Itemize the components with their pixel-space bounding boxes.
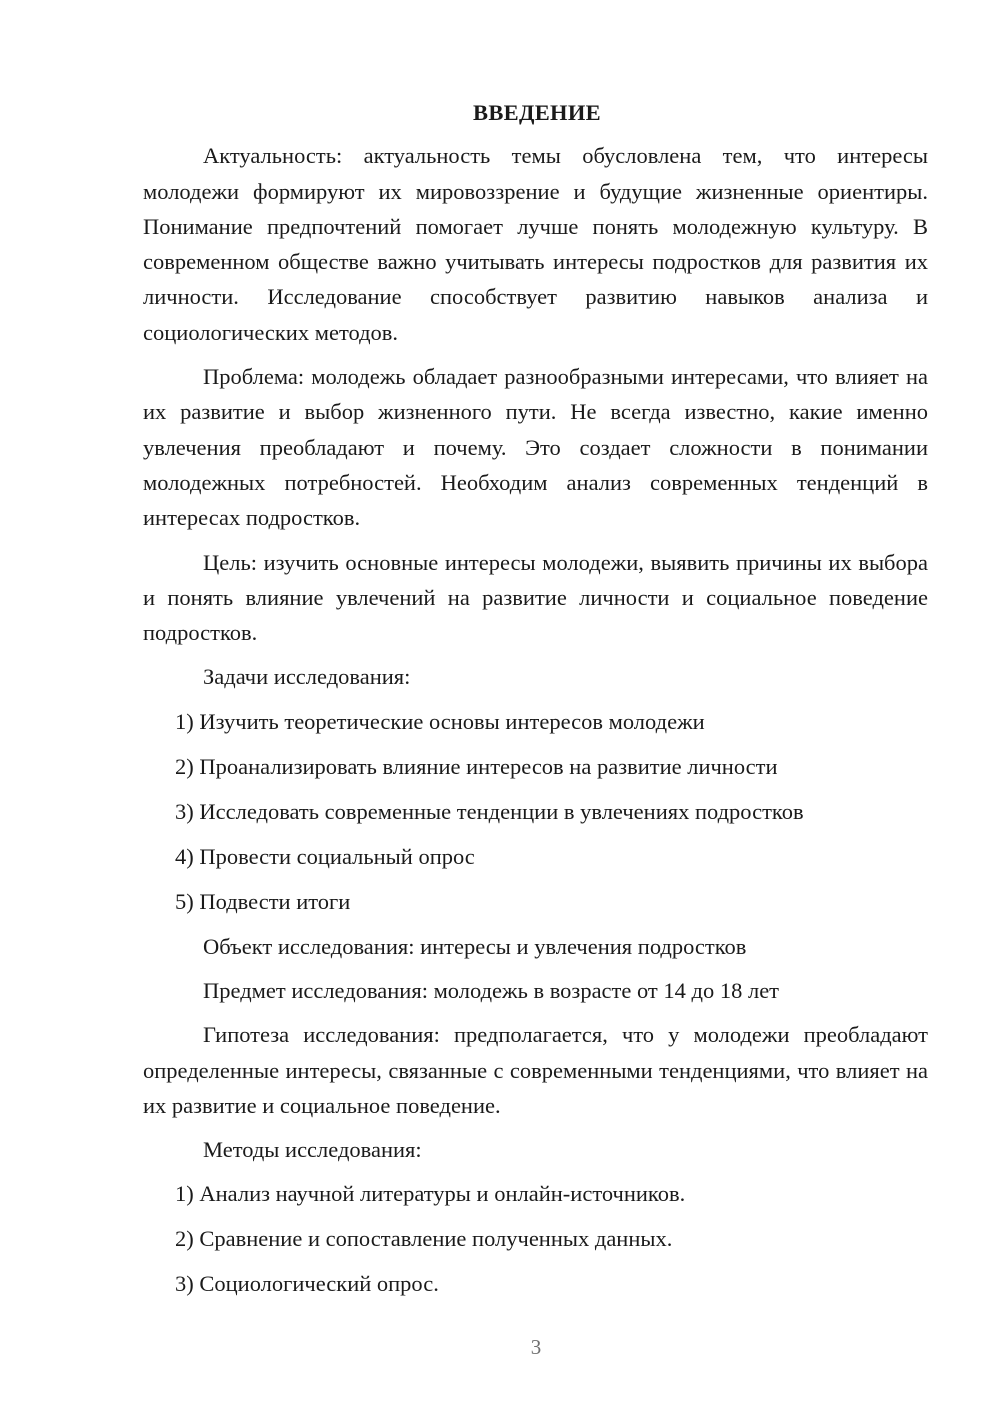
research-subject: Предмет исследования: молодежь в возрасте от 14 до 18 лет bbox=[203, 977, 780, 1003]
problem-paragraph: Проблема: молодежь обладает разнообразными интересами, что влияет на их развитие и выбор жизненного пути. Не всегда известно, какие именно увлечения преобладают и почему. Это создает сложности в понимании молодежных потребностей. Необходим анализ современных тенденций в интересах подростков. bbox=[143, 364, 928, 531]
method-item: 3) Социологический опрос. bbox=[175, 1271, 439, 1297]
methods-list bbox=[143, 1176, 928, 1301]
tasks-list bbox=[143, 704, 928, 919]
tasks-heading: Задачи исследования: bbox=[203, 664, 411, 690]
relevance-paragraph: Актуальность: актуальность темы обусловлена тем, что интересы молодежи формируют их мировоззрение и будущие жизненные ориентиры. Понимание предпочтений помогает лучше понять молодежную культуру. В современном обществе важно учитывать интересы подростков для развития их личности. Исследование способствует развитию навыков анализа и социологических методов. bbox=[143, 143, 928, 345]
method-item: 2) Сравнение и сопоставление полученных данных. bbox=[175, 1226, 673, 1252]
task-item: 2) Проанализировать влияние интересов на развитие личности bbox=[175, 753, 778, 779]
task-item: 5) Подвести итоги bbox=[175, 888, 351, 914]
hypothesis-paragraph: Гипотеза исследования: предполагается, что у молодежи преобладают определенные интересы, связанные с современными тенденциями, что влияет на их развитие и социальное поведение. bbox=[143, 1022, 928, 1118]
task-item: 1) Изучить теоретические основы интересов молодежи bbox=[175, 708, 705, 734]
task-item: 4) Провести социальный опрос bbox=[175, 843, 475, 869]
task-item: 3) Исследовать современные тенденции в увлечениях подростков bbox=[175, 798, 804, 824]
method-item: 1) Анализ научной литературы и онлайн-источников. bbox=[175, 1181, 686, 1207]
methods-heading: Методы исследования: bbox=[203, 1137, 422, 1163]
goal-paragraph: Цель: изучить основные интересы молодежи, выявить причины их выбора и понять влияние увлечений на развитие личности и социальное поведение подростков. bbox=[143, 549, 928, 646]
document-title: ВВЕДЕНИЕ bbox=[473, 100, 601, 125]
document-page bbox=[143, 95, 928, 1311]
page-number: 3 bbox=[530, 1335, 542, 1359]
research-object: Объект исследования: интересы и увлечения подростков bbox=[203, 933, 747, 959]
